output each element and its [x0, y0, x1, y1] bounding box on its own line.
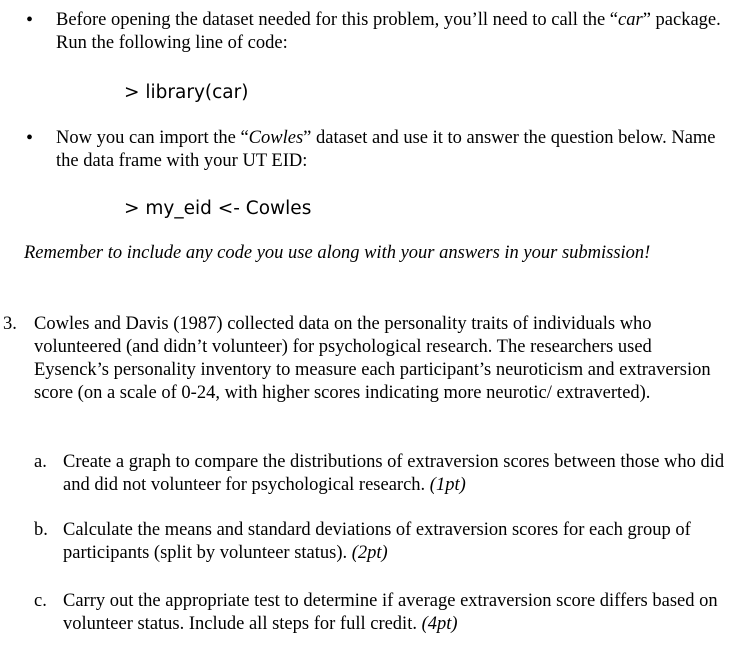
part-letter: b. [34, 520, 48, 540]
part-points: (1pt) [429, 475, 466, 495]
part-points: (4pt) [421, 614, 458, 634]
part-points: (2pt) [351, 543, 388, 563]
bullet-text-end: ” package. Run the following line of code: [56, 10, 721, 53]
part-letter: c. [34, 591, 47, 611]
question-number: 3. [3, 314, 17, 334]
bullet-text [56, 9, 728, 55]
part-text [63, 451, 728, 497]
part-letter: a. [34, 452, 47, 472]
submission-reminder: Remember to include any code you use along with your answers in your submission! [24, 243, 651, 263]
part-prompt: Carry out the appropriate test to determine if average extraversion score differs based on volunteer status. Include all steps for full credit. [63, 591, 718, 634]
part-text [63, 519, 728, 565]
bullet-marker: • [26, 127, 34, 149]
dataset-name: Cowles [248, 128, 304, 148]
bullet-text [56, 127, 728, 173]
bullet-text-end: ” dataset and use it to answer the question below. Name the data frame with your UT EID: [56, 128, 716, 171]
package-name: car [618, 10, 643, 30]
part-prompt: Calculate the means and standard deviations of extraversion scores for each group of participants (split by volunteer status). [63, 520, 691, 563]
bullet-text-start: Before opening the dataset needed for this problem, you’ll need to call the “ [56, 10, 619, 30]
bullet-text-start: Now you can import the “ [56, 128, 249, 148]
code-library-car: > library(car) [124, 82, 249, 103]
code-assign-cowles: > my_eid <- Cowles [124, 198, 312, 219]
question-text: Cowles and Davis (1987) collected data on the personality traits of individuals who volunteered (and didn’t volunteer) for psychological research. The researchers used Eysenck’s personality inventory to measure each participant’s neuroticism and extraversion score (on a scale of 0-24, with higher scores indicating more neurotic/ extraverted). [34, 314, 711, 403]
part-text [63, 590, 728, 636]
bullet-marker: • [26, 9, 34, 31]
part-prompt: Create a graph to compare the distributions of extraversion scores between those who did and did not volunteer for psychological research. [63, 452, 725, 495]
